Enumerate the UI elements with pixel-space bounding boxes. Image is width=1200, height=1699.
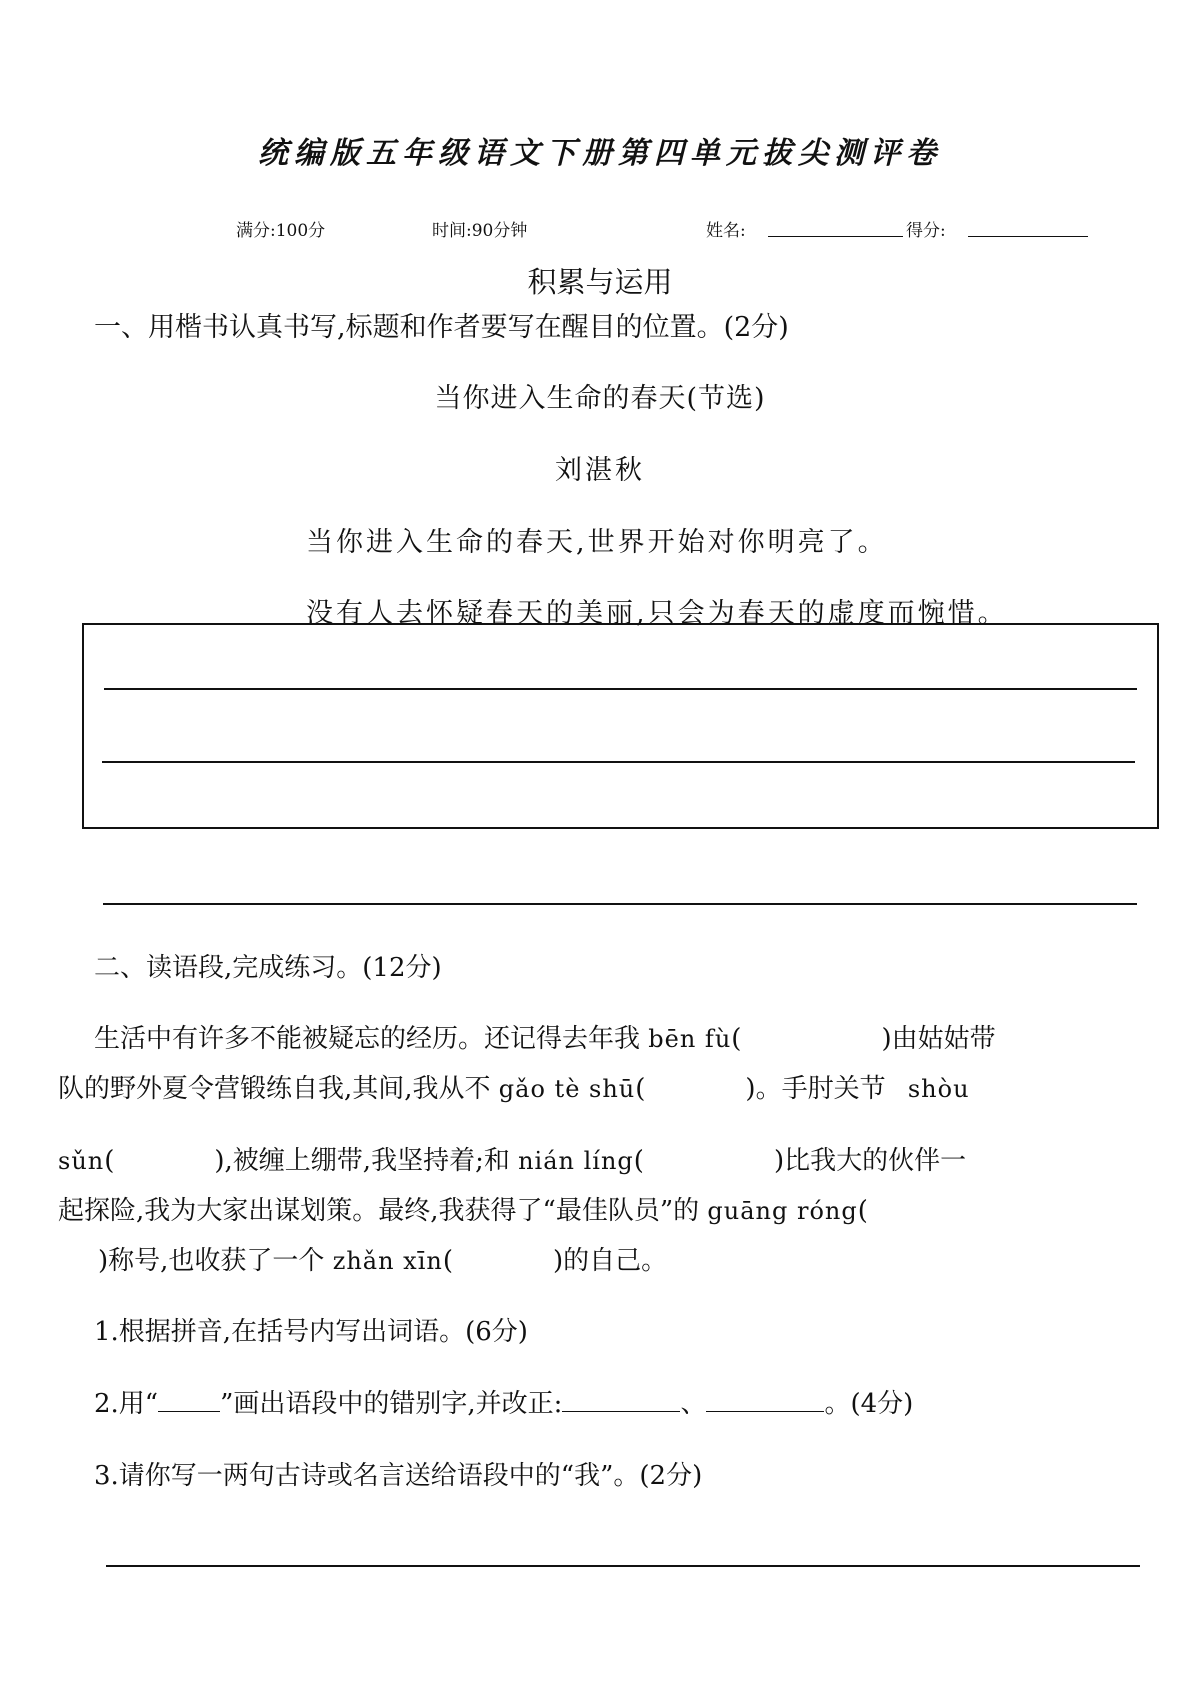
- poem-author: 刘湛秋: [555, 455, 645, 486]
- passage-line-1: 生活中有许多不能被疑忘的经历。还记得去年我 bēn fù( )由姑姑带: [94, 1024, 996, 1054]
- pinyin-zhan-xin: zhǎn xīn: [332, 1247, 443, 1275]
- sub-question-2: 2.用“ ”画出语段中的错别字,并改正: 、 。(4分): [94, 1389, 914, 1419]
- score-label: 得分:: [906, 221, 946, 241]
- writing-line-1[interactable]: [104, 688, 1137, 690]
- correction-field-2[interactable]: [706, 1389, 824, 1412]
- poem-line-1: 当你进入生命的春天,世界开始对你明亮了。: [306, 527, 888, 558]
- correction-field-1[interactable]: [562, 1389, 680, 1412]
- sub-question-1: 1.根据拼音,在括号内写出词语。(6分): [94, 1317, 528, 1347]
- name-field[interactable]: [768, 218, 903, 237]
- section-heading: 积累与运用: [527, 265, 673, 299]
- pinyin-guang-rong: guāng róng: [707, 1197, 858, 1225]
- writing-box[interactable]: [82, 623, 1159, 829]
- passage-text: 起探险,我为大家出谋划策。最终,我获得了“最佳队员”的: [58, 1196, 700, 1226]
- pinyin-sun: sǔn: [58, 1147, 105, 1175]
- underline-sample: [158, 1389, 220, 1412]
- pinyin-shou: shòu: [907, 1075, 970, 1103]
- passage-line-5: )称号,也收获了一个 zhǎn xīn( )的自己。: [98, 1246, 668, 1276]
- passage-text: 队的野外夏令营锻练自我,其间,我从不: [58, 1074, 491, 1104]
- pinyin-gao-te-shu: gǎo tè shū: [498, 1075, 636, 1103]
- pinyin-ben-fu: bēn fù: [648, 1025, 732, 1053]
- passage-text: 生活中有许多不能被疑忘的经历。还记得去年我: [94, 1024, 641, 1054]
- writing-line-2[interactable]: [102, 761, 1135, 763]
- full-score: 满分:100分: [236, 221, 326, 241]
- exam-time: 时间:90分钟: [432, 221, 528, 241]
- passage-line-3: sǔn( ),被缠上绷带,我坚持着;和 nián líng( )比我大的伙伴一: [58, 1146, 967, 1176]
- passage-line-4: 起探险,我为大家出谋划策。最终,我获得了“最佳队员”的 guāng róng(: [58, 1196, 868, 1226]
- answer-line-sub3[interactable]: [106, 1565, 1140, 1567]
- poem-line-2: 没有人去怀疑春天的美丽,只会为春天的虚度而惋惜。: [306, 598, 1008, 629]
- score-field[interactable]: [968, 218, 1088, 237]
- q2-prompt: 二、读语段,完成练习。(12分): [94, 953, 442, 983]
- poem-title: 当你进入生命的春天(节选): [434, 383, 766, 414]
- writing-line-3[interactable]: [103, 903, 1137, 905]
- passage-line-2: 队的野外夏令营锻练自我,其间,我从不 gǎo tè shū( )。手肘关节 shòu: [58, 1074, 970, 1104]
- name-label: 姓名:: [706, 221, 746, 241]
- sub-question-3: 3.请你写一两句古诗或名言送给语段中的“我”。(2分): [94, 1461, 703, 1491]
- page-title: 统编版五年级语文下册第四单元拔尖测评卷: [258, 136, 942, 171]
- q1-prompt: 一、用楷书认真书写,标题和作者要写在醒目的位置。(2分): [94, 312, 789, 343]
- pinyin-nian-ling: nián líng: [518, 1147, 634, 1175]
